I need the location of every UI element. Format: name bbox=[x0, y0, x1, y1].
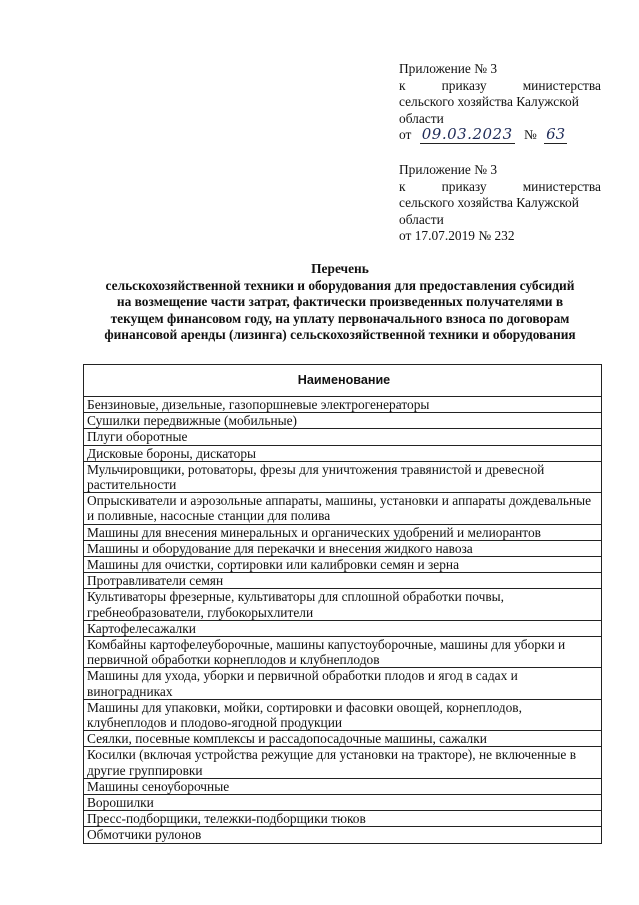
annex-line bbox=[399, 179, 601, 196]
table-cell: Машины и оборудование для перекачки и внесения жидкого навоза bbox=[84, 540, 602, 556]
table-row bbox=[84, 493, 602, 524]
table-cell: Мульчировщики, ротоваторы, фрезы для уничтожения травянистой и древесной растительности bbox=[84, 461, 602, 492]
table-row bbox=[84, 811, 602, 827]
table-row bbox=[84, 589, 602, 620]
annex-date-line: от 17.07.2019 № 232 bbox=[399, 228, 515, 244]
column-header-name: Наименование bbox=[84, 365, 602, 397]
annex-title: Приложение № 3 bbox=[399, 162, 498, 177]
annex-word: министерства bbox=[522, 77, 601, 93]
table-row bbox=[84, 637, 602, 668]
heading-line: сельскохозяйственной техники и оборудования для предоставления субсидий bbox=[105, 277, 575, 293]
table-cell: Протравливатели семян bbox=[84, 573, 602, 589]
annex-line: сельского хозяйства Калужской bbox=[399, 195, 579, 211]
annex-title: Приложение № 3 bbox=[399, 61, 498, 76]
table-cell: Культиваторы фрезерные, культиваторы для сплошной обработки почвы, гребнеобразователи, глубокорыхлители bbox=[84, 589, 602, 620]
table-row bbox=[84, 397, 602, 413]
heading-line: финансовой аренды (лизинга) сельскохозяйственной техники и оборудования bbox=[104, 327, 576, 342]
table-cell: Машины для ухода, уборки и первичной обработки плодов и ягод в садах и виноградниках bbox=[84, 668, 602, 699]
table-row bbox=[84, 413, 602, 429]
handwritten-number: 63 bbox=[546, 125, 566, 144]
table-cell: Сушилки передвижные (мобильные) bbox=[84, 413, 602, 429]
date-prefix: от bbox=[399, 127, 412, 143]
table-cell: Картофелесажалки bbox=[84, 620, 602, 636]
table-cell: Опрыскиватели и аэрозольные аппараты, машины, установки и аппараты дождевальные и поливные, насосные станции для полива bbox=[84, 493, 602, 524]
table-cell: Машины сеноуборочные bbox=[84, 778, 602, 794]
table-cell: Комбайны картофелеуборочные, машины капустоуборочные, машины для уборки и первичной обработки корнеплодов и клубнеплодов bbox=[84, 637, 602, 668]
table-cell: Машины для упаковки, мойки, сортировки и фасовки овощей, корнеплодов, клубнеплодов и плодово-ягодной продукции bbox=[84, 699, 602, 730]
annex-line: сельского хозяйства Калужской bbox=[399, 94, 579, 110]
annex-word: к bbox=[399, 178, 406, 194]
table-cell: Дисковые бороны, дискаторы bbox=[84, 445, 602, 461]
table-row bbox=[84, 668, 602, 699]
table-row bbox=[84, 540, 602, 556]
annex-current bbox=[399, 61, 601, 144]
table-cell: Бензиновые, дизельные, газопоршневые электрогенераторы bbox=[84, 397, 602, 413]
annex-line bbox=[399, 78, 601, 95]
table-row bbox=[84, 699, 602, 730]
annex-date-row bbox=[399, 127, 601, 144]
table-row bbox=[84, 557, 602, 573]
annex-line: области bbox=[399, 110, 444, 126]
annex-word: к bbox=[399, 77, 406, 93]
table-body bbox=[84, 397, 602, 844]
heading-line: Перечень bbox=[311, 261, 369, 276]
table-row bbox=[84, 461, 602, 492]
table-cell: Косилки (включая устройства режущие для установки на тракторе), не включенные в другие группировки bbox=[84, 747, 602, 778]
table-cell: Ворошилки bbox=[84, 795, 602, 811]
annex-word: приказу bbox=[441, 77, 487, 93]
table-cell: Сеялки, посевные комплексы и рассадопосадочные машины, сажалки bbox=[84, 731, 602, 747]
table-cell: Плуги оборотные bbox=[84, 429, 602, 445]
table-cell: Машины для внесения минеральных и органических удобрений и мелиорантов bbox=[84, 524, 602, 540]
heading-line: на возмещение части затрат, фактически произведенных получателями в bbox=[116, 294, 564, 309]
annex-word: министерства bbox=[522, 178, 601, 194]
annex-original bbox=[399, 162, 601, 245]
document-heading bbox=[60, 261, 620, 344]
table-row bbox=[84, 827, 602, 843]
number-prefix: № bbox=[523, 127, 537, 143]
table-header-row bbox=[84, 365, 602, 397]
table-row bbox=[84, 573, 602, 589]
annex-line: области bbox=[399, 211, 444, 227]
table-cell: Обмотчики рулонов bbox=[84, 827, 602, 843]
table-row bbox=[84, 778, 602, 794]
table-row bbox=[84, 795, 602, 811]
table-cell: Машины для очистки, сортировки или калибровки семян и зерна bbox=[84, 557, 602, 573]
table-row bbox=[84, 620, 602, 636]
equipment-table bbox=[83, 364, 602, 844]
annex-word: приказу bbox=[441, 178, 487, 194]
table-row bbox=[84, 731, 602, 747]
table-row bbox=[84, 747, 602, 778]
heading-line: текущем финансовом году, на уплату первоначального взноса по договорам bbox=[110, 310, 570, 326]
table-cell: Пресс-подборщики, тележки-подборщики тюков bbox=[84, 811, 602, 827]
table-row bbox=[84, 445, 602, 461]
table-row bbox=[84, 429, 602, 445]
table-row bbox=[84, 524, 602, 540]
handwritten-date: 09.03.2023 bbox=[421, 125, 513, 144]
